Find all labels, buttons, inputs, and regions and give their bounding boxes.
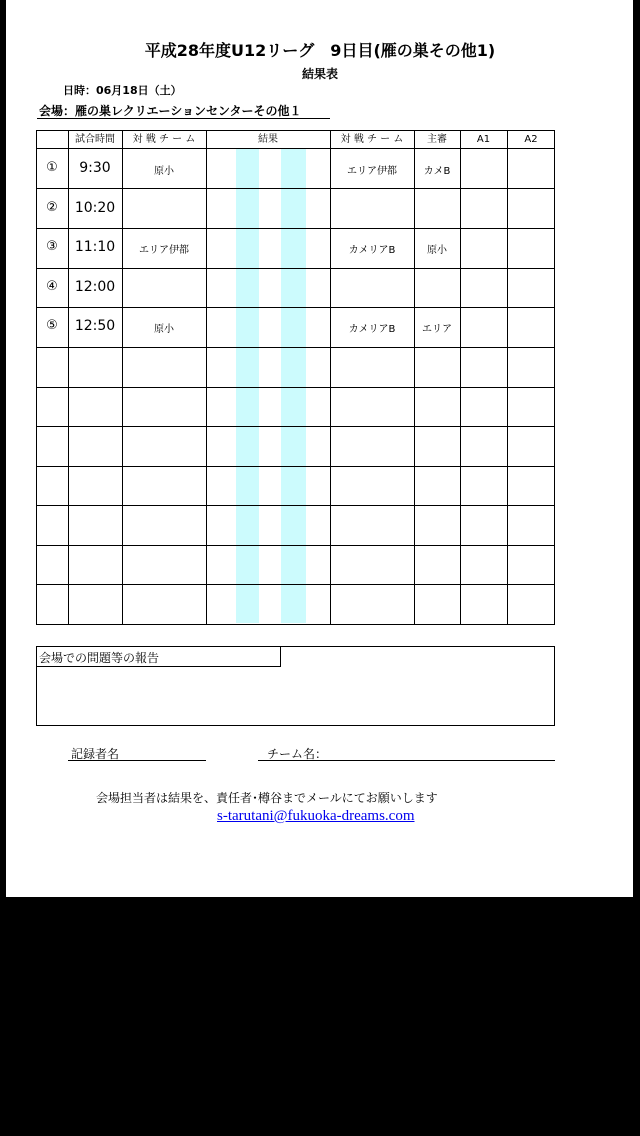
team-name-field-line — [258, 760, 555, 761]
issue-report-box[interactable] — [36, 646, 555, 726]
row-number: ① — [46, 160, 58, 175]
venue-label: 会場：雁の巣レクリエーションセンターその他１ — [39, 104, 302, 118]
header-team-1: 対 戦 チ ー ム — [132, 134, 196, 145]
row-team-1: 原小 — [154, 166, 174, 177]
recorder-field-line — [68, 760, 206, 761]
header-team-2: 対 戦 チ ー ム — [340, 134, 404, 145]
header-time: 試合時間 — [75, 134, 115, 145]
row-number: ③ — [46, 239, 58, 254]
row-team-2: エリア伊都 — [347, 166, 397, 177]
recorder-label: 記録者名 — [71, 747, 120, 761]
header-a1: A1 — [476, 134, 491, 145]
team-name-label: チーム名： — [267, 747, 328, 761]
row-time: 10:20 — [74, 200, 116, 216]
contact-email-link[interactable]: s-tarutani@fukuoka-dreams.com — [217, 808, 415, 824]
row-team-2: カメリアB — [348, 245, 396, 256]
header-referee: 主審 — [427, 134, 447, 145]
row-team-1: エリア伊都 — [139, 245, 189, 256]
row-time: 11:10 — [74, 239, 116, 255]
row-number: ② — [46, 200, 58, 215]
row-number: ④ — [46, 279, 58, 294]
row-number: ⑤ — [46, 318, 58, 333]
header-a2: A2 — [524, 134, 538, 145]
row-referee: エリア — [422, 324, 452, 335]
row-referee: カメB — [423, 166, 451, 177]
header-result: 結果 — [258, 134, 278, 145]
row-time: 12:50 — [74, 318, 116, 334]
row-time: 9:30 — [79, 160, 111, 176]
row-referee: 原小 — [427, 245, 447, 256]
row-time: 12:00 — [74, 279, 116, 295]
issue-report-label: 会場での問題等の報告 — [37, 647, 281, 667]
row-team-1: 原小 — [154, 324, 174, 335]
venue-underline — [37, 118, 330, 119]
instruction-note: 会場担当者は結果を、責任者･樽谷までメールにてお願いします — [96, 791, 438, 805]
match-date: 日時：06月18日（土） — [63, 84, 182, 97]
page-subtitle: 結果表 — [301, 67, 338, 81]
row-team-2: カメリアB — [348, 324, 396, 335]
page-title: 平成28年度U12リーグ 9日目(雁の巣その他1) — [144, 41, 496, 60]
